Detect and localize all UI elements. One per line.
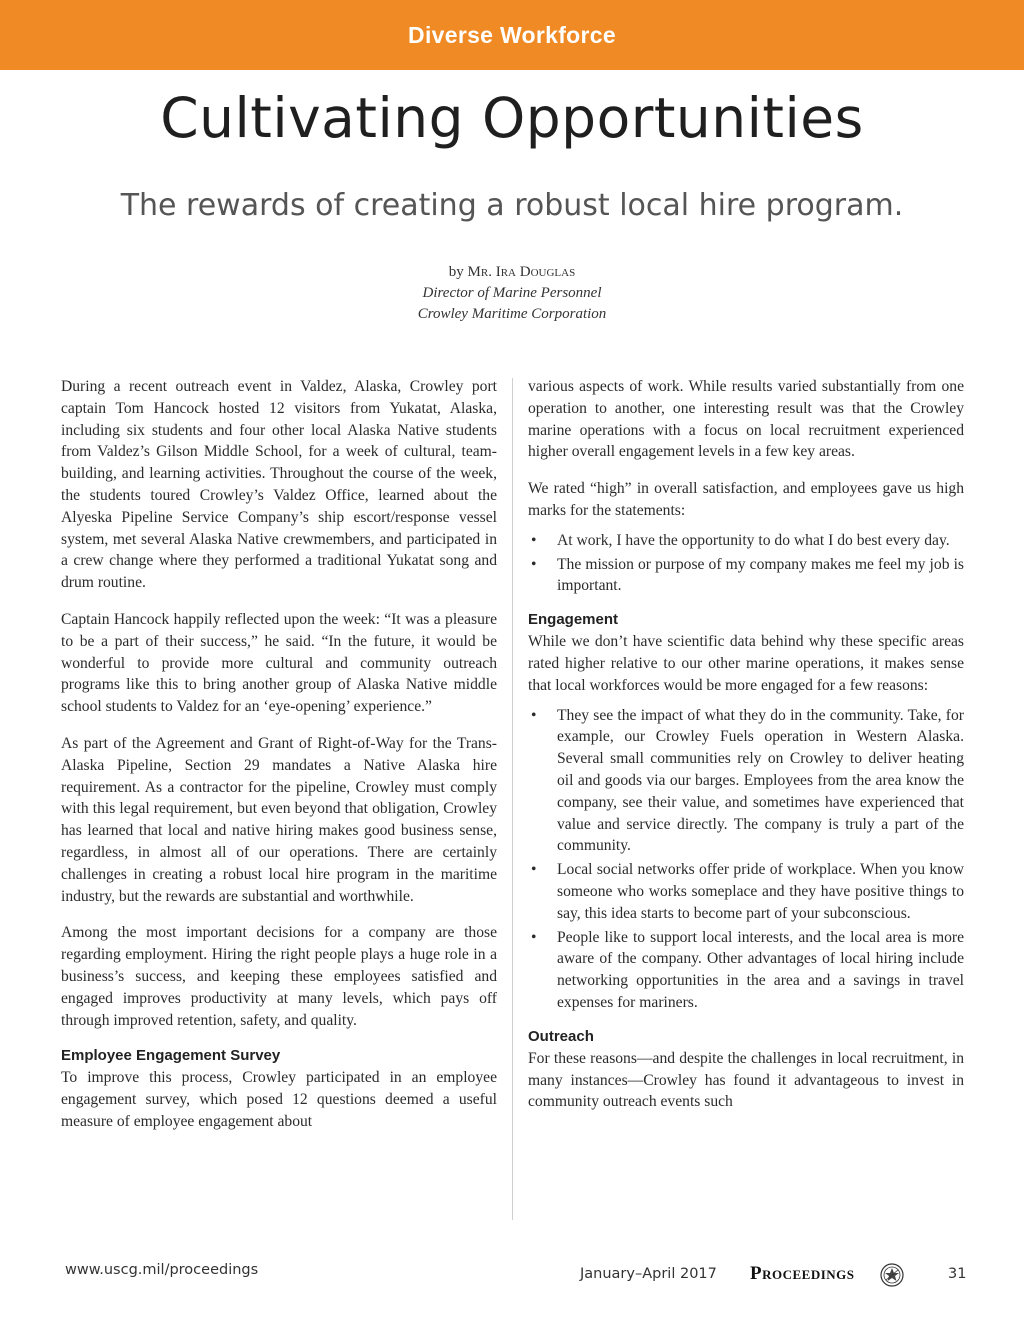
article-title: Cultivating Opportunities bbox=[160, 86, 864, 150]
paragraph: While we don’t have scientific data behind why these specific areas rated higher relative to our other marine operations, it makes sense that local workforces would be more engaged for a few reasons: bbox=[528, 633, 964, 694]
bullet-list bbox=[528, 530, 964, 597]
paragraph: Among the most important decisions for a company are those regarding employment. Hiring the right people plays a huge role in a business’s success, and keeping these employees satisfied and engaged improves productivity at many levels, which pays off through improved retention, safety, and quality. bbox=[61, 924, 497, 1029]
coast-guard-seal-icon bbox=[880, 1263, 904, 1287]
column-divider bbox=[512, 378, 513, 1220]
paragraph: For these reasons—and despite the challenges in local recruitment, in many instances—Crowley has found it advantageous to invest in community outreach events such bbox=[528, 1049, 964, 1111]
byline-prefix: by bbox=[448, 264, 464, 280]
website-link[interactable]: www.uscg.mil/proceedings bbox=[65, 1262, 259, 1278]
paragraph: To improve this process, Crowley participated in an employee engagement survey, which posed 12 questions deemed a useful measure of employee engagement about bbox=[61, 1069, 497, 1130]
left-column bbox=[61, 376, 497, 1148]
paragraph: various aspects of work. While results varied substantially from one operation to another, one interesting result was that the Crowley marine operations with a focus on local recruitment experienced higher overall engagement levels in a few key areas. bbox=[528, 378, 964, 461]
publication-name: Proceedings bbox=[750, 1263, 855, 1284]
section-banner bbox=[0, 0, 1024, 70]
paragraph: During a recent outreach event in Valdez, Alaska, Crowley port captain Tom Hancock hosted 12 visitors from Yukatat, Alaska, including six students and four other local Alaska Native students from Valdez’s Gilson Middle School, for a week of cultural, team-building, and learning activities. Throughout the course of the week, the students toured Crowley’s Valdez Office, learned about the Alyeska Pipeline Service Company’s ship escort/response vessel system, met several Alaska Native crewmembers, and participated in a crew change where they performed a traditional Yukatat song and drum routine. bbox=[61, 378, 497, 592]
section-label: Diverse Workforce bbox=[408, 21, 616, 48]
byline bbox=[0, 262, 1024, 325]
issue-date: January–April 2017 bbox=[580, 1266, 717, 1282]
author-name: Mr. Ira Douglas bbox=[467, 264, 576, 280]
author-organization: Crowley Maritime Corporation bbox=[417, 306, 607, 322]
page-footer bbox=[0, 1262, 1024, 1292]
paragraph: As part of the Agreement and Grant of Right-of-Way for the Trans-Alaska Pipeline, Section 29 mandates a Native Alaska hire requirement. As a contractor for the pipeline, Crowley must comply with this legal requirement, but even beyond that obligation, Crowley has learned that local and native hiring makes good business sense, regardless, in almost all of our operations. There are certainly challenges in creating a robust local hire program in the maritime industry, but the rewards are substantial and worthwhile. bbox=[61, 734, 497, 905]
page-number: 31 bbox=[948, 1266, 967, 1282]
bullet-list bbox=[528, 705, 964, 1014]
section-heading-outreach: Outreach bbox=[528, 1027, 594, 1045]
list-item: • People like to support local interests, and the local area is more aware of the company. Other advantages of local hiring include networking opportunities in the area and a savings in travel expenses for mariners. bbox=[528, 927, 964, 1014]
author-role: Director of Marine Personnel bbox=[422, 285, 602, 301]
paragraph: Captain Hancock happily reflected upon the week: “It was a pleasure to be a part of their success,” he said. “In the future, it would be wonderful to provide more cultural and community outreach programs like this to bring another group of Alaska Native middle school students to Valdez for an ‘eye-opening’ experience.” bbox=[61, 610, 497, 716]
list-item: • They see the impact of what they do in the community. Take, for example, our Crowley Fuels operation in Western Alaska. Several small communities rely on Crowley to deliver heating oil and goods via our barges. Employees from the area know the company, see their value, and sometimes have experienced that value and service directly. The company is truly a part of the community. bbox=[528, 705, 964, 858]
list-item: • Local social networks offer pride of workplace. When you know someone who works someplace and they have positive things to say, this idea starts to become part of your subconscious. bbox=[528, 859, 964, 924]
paragraph: We rated “high” in overall satisfaction, and employees gave us high marks for the statements: bbox=[528, 480, 964, 519]
section-heading-survey: Employee Engagement Survey bbox=[61, 1047, 281, 1065]
right-column bbox=[528, 376, 964, 1128]
article-subtitle: The rewards of creating a robust local hire program. bbox=[120, 188, 904, 223]
section-heading-engagement: Engagement bbox=[528, 611, 619, 629]
list-item: • The mission or purpose of my company makes me feel my job is important. bbox=[528, 554, 964, 598]
list-item: • At work, I have the opportunity to do what I do best every day. bbox=[528, 530, 964, 552]
